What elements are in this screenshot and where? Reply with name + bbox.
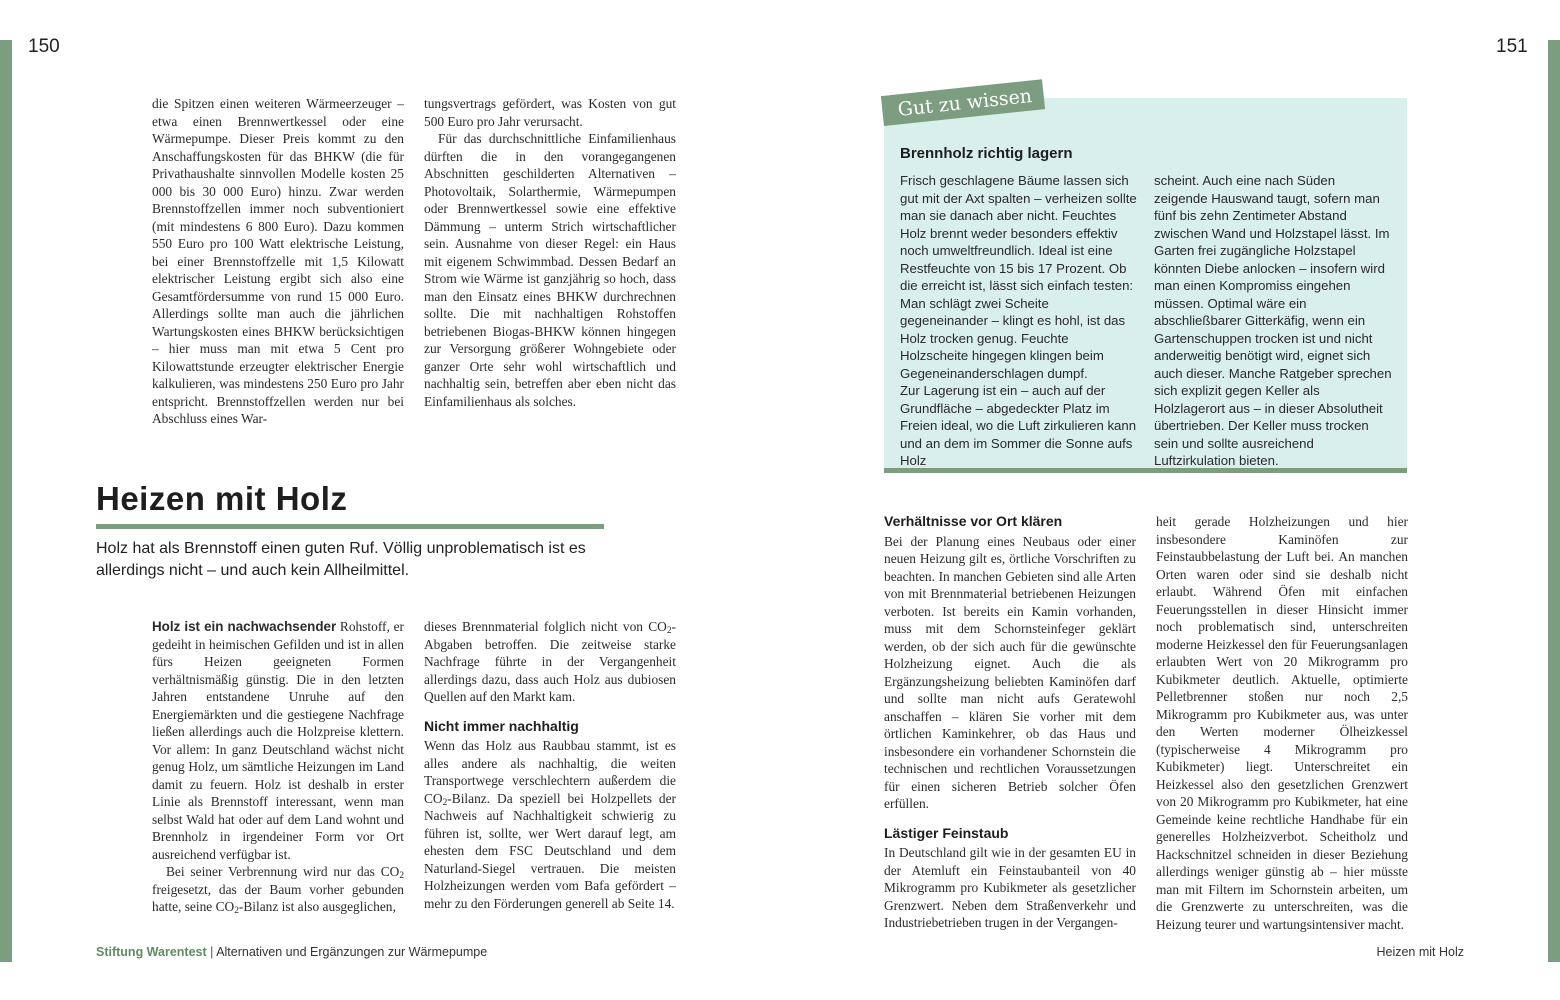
paragraph: Zur Lagerung ist ein – auch auf der Grundfläche – abgedeckter Platz im Freien ideal, wo die Luft zirkulieren kann und an dem im Sommer die Sonne aufs Holz xyxy=(900,383,1137,468)
left-top-column-2 xyxy=(424,95,676,410)
subheading: Verhältnisse vor Ort klären xyxy=(884,513,1063,529)
footer-right: Heizen mit Holz xyxy=(1376,945,1464,959)
paragraph: tungsvertrags gefördert, was Kosten von gut 500 Euro pro Jahr verursacht. xyxy=(424,96,676,129)
section-intro: Holz hat als Brennstoff einen guten Ruf. Völlig unproblematisch ist es allerdings nicht – und auch kein Allheilmittel. xyxy=(96,540,586,579)
footer-separator: | xyxy=(210,945,214,959)
paragraph xyxy=(152,863,404,916)
right-edge-bar xyxy=(1548,40,1560,962)
footer-chapter-title: Alternativen und Ergänzungen zur Wärmepumpe xyxy=(216,945,488,959)
text-run: -Bilanz. Da speziell bei Holzpellets der Nachweis auf Nachhaltigkeit schwierig zu führen ist, sollte, wer Wert darauf legt, am ehesten dem FSC Deutschland und dem Naturland-Siegel vertrauen. Die meisten Holzheizungen werden vom Bafa gefördert – mehr zu den Förderungen generell ab Seite 14. xyxy=(424,790,676,911)
paragraph: die Spitzen einen weiteren Wärmeerzeuger – etwa einen Brennwertkessel oder eine Wärmepumpe. Dieser Preis kommt zu den Anschaffungskosten für das BHKW (die für Privathaushalte sinnvollen Modelle kosten 25 000 bis 30 000 Euro) hinzu. Zwar werden Brennstoffzellen immer noch subventioniert (mit mindestens 6 800 Euro). Dazu kommen 550 Euro pro 100 Watt elektrische Leistung, bei einer Brennstoffzelle mit 1,5 Kilowatt elektrischer Leistung ergibt sich also eine Gesamtfördersumme von rund 15 000 Euro. Allerdings sollte man auch die jährlichen Wartungskosten eines BHKW berücksichtigen – hier muss man mit etwa 5 Cent pro Kilowattstunde erzeugter elektrischer Energie kalkulieren, was mindestens 250 Euro pro Jahr entspricht. Brennstoffzellen werden nur bei Abschluss eines War- xyxy=(152,96,404,426)
info-box-tag-label: Gut zu wissen xyxy=(896,85,1033,121)
left-body-column-1 xyxy=(152,618,404,916)
paragraph: scheint. Auch eine nach Süden zeigende Hauswand taugt, sofern man fünf bis zehn Zentimeter Abstand zwischen Wand und Holzstapel lässt. Im Garten frei zugängliche Holzstapel könnten Diebe anlocken – insofern wird man einen Kompromiss eingehen müssen. Optimal wäre ein abschließbarer Gitterkäfig, wenn ein Gartenschuppen trocken ist und nicht anderweitig benötigt wird, eignet sich auch dieser. Manche Ratgeber sprechen sich explizit gegen Keller als Holzlagerort aus – in dieser Absolutheit übertrieben. Der Keller muss trocken sein und sollte ausreichend Luftzirkulation bieten. xyxy=(1154,173,1392,468)
text-run: -Bilanz ist also ausgeglichen, xyxy=(238,899,396,914)
heading-underline xyxy=(96,524,604,529)
text-run: freigesetzt, das der Baum vorher gebunden hatte, seine CO xyxy=(152,881,404,914)
paragraph: In Deutschland gilt wie in der gesamten EU in der Atemluft ein Feinstaubanteil von 40 Mikrogramm pro Kubikmeter als gesetzlicher Grenzwert. Neben dem Straßenverkehr und Industriebetrieben trugen in der Vergangen- xyxy=(884,845,1136,930)
paragraph: Frisch geschlagene Bäume lassen sich gut mit der Axt spalten – verheizen sollte man sie danach aber nicht. Feuchtes Holz brennt weder besonders effektiv noch umweltfreundlich. Ideal ist eine Restfeuchte von 15 bis 17 Prozent. Ob die erreicht ist, lässt sich einfach testen: Man schlägt zwei Scheite gegeneinander – klingt es hohl, ist das Holz trocken genug. Feuchte Holzscheite hingegen klingen beim Gegeneinanderschlagen dumpf. xyxy=(900,173,1137,381)
text-run: Bei seiner Verbrennung wird nur das CO xyxy=(166,864,400,879)
text-run: dieses Brennmaterial folglich nicht von CO xyxy=(424,619,667,634)
page-number-right: 151 xyxy=(1496,36,1528,57)
paragraph: Bei der Planung eines Neubaus oder einer neuen Heizung gilt es, örtliche Vorschriften zu beachten. In manchen Gebieten sind alle Arten von mit Brennmaterial betriebenen Heizungen verboten. Ist bereits ein Kamin vorhanden, muss mit dem Schornsteinfeger geklärt werden, ob der sich auch für die gewünschte Holzheizung eignet. Auch die als Ergänzungsheizung beliebten Kaminöfen darf und sollte man nicht aufs Geratewohl anschaffen – klären Sie vorher mit dem örtlichen Kaminkehrer, ob das Haus und insbesondere ein vorhandener Schornstein die technischen und rechtlichen Voraussetzungen für einen sicheren Betrieb solcher Öfen erfüllen. xyxy=(884,533,1136,811)
subscript: 2 xyxy=(442,797,448,808)
left-edge-bar xyxy=(0,40,12,962)
info-box-column-1 xyxy=(900,172,1138,470)
paragraph xyxy=(424,737,676,912)
footer-brand: Stiftung Warentest xyxy=(96,945,207,959)
footer-left xyxy=(96,945,487,959)
right-body-column-2 xyxy=(1156,513,1408,933)
text-run: Wenn das Holz aus Raubbau stammt, ist es alles andere als nachhaltig, die weiten Transportwege verschlechtern außerdem die CO xyxy=(424,738,676,806)
subscript: 2 xyxy=(234,906,239,916)
lead-in-bold: Holz ist ein nachwachsender xyxy=(152,619,337,634)
page-number-left: 150 xyxy=(28,36,60,57)
subscript: 2 xyxy=(666,626,672,636)
paragraph-text: Rohstoff, er gedeiht in heimischen Gefilden und ist in allen fürs Heizen geeigneten Formen verhältnismäßig günstig. Die in den letzten Jahren entstandene Unruhe auf den Energiemärkten und die gestiegene Nachfrage ließen allerdings auch die Holzpreise klettern. Vor allem: In ganz Deutschland wächst nicht genug Holz, um sämtliche Heizungen im Land damit zu feuern. Holz ist deshalb in erster Linie als Brennstoff interessant, wenn man selbst Wald hat oder auf dem Land wohnt und Brennholz in irgendeiner Form vor Ort ausreichend verfügbar ist. xyxy=(152,619,404,862)
subheading: Nicht immer nachhaltig xyxy=(424,717,579,734)
subheading: Lästiger Feinstaub xyxy=(884,824,1009,841)
paragraph: Für das durchschnittliche Einfamilienhaus dürften die in den vorangegangenen Abschnitten geschilderten Alternativen – Photovoltaik, Solarthermie, Wärmepumpen oder Brennwertkessel sowie eine effektive Dämmung – unterm Strich wirtschaftlicher sein. Ausnahme von dieser Regel: ein Haus mit eigenem Schwimmbad. Dessen Bedarf an Strom wie Wärme ist ganzjährig so hoch, dass man den Einsatz eines BHKW durchrechnen sollte. Die mit nachhaltigen Rohstoffen betriebenen Biogas-BHKW können hingegen zur Versorgung größerer Wohngebiete oder ganzer Orte sehr wohl wirtschaftlich und nachhaltig sein, betreffen aber eben nicht das Einfamilienhaus als solches. xyxy=(424,131,676,409)
info-box-column-2 xyxy=(1154,172,1392,470)
section-heading: Heizen mit Holz xyxy=(96,480,348,517)
paragraph xyxy=(152,618,404,863)
paragraph xyxy=(424,618,676,706)
paragraph: heit gerade Holzheizungen und hier insbesondere Kaminöfen zur Feinstaubbelastung der Luft bei. An manchen Orten waren oder sind sie deshalb nicht erlaubt. Während Öfen mit einfachen Feuerungsstellen in dieser Hinsicht immer noch problematisch sind, unterschreiten moderne Heizkessel den für Feuerungsanlagen erlaubten Wert von 20 Mikrogramm pro Kubikmeter deutlich. Aktuelle, optimierte Pelletbrenner stoßen nur noch 2,5 Mikrogramm pro Kubikmeter aus, was unter den Werten moderner Ölheizkessel (typischerweise 4 Mikrogramm pro Kubikmeter) liegt. Unterschreitet ein Heizkessel also den gesetzlichen Grenzwert von 20 Mikrogramm pro Kubikmeter, hat eine Gemeinde keine rechtliche Handhabe für ein generelles Holzheizverbot. Scheitholz und Hackschnitzel schneiden in dieser Beziehung allerdings weniger günstig ab – hier müsste man mit Filtern im Schornstein arbeiten, um die Grenzwerte zu unterschreiten, was die Heizung teurer und wartungsintensiver macht. xyxy=(1156,514,1408,932)
left-body-column-2 xyxy=(424,618,676,912)
text-run: -Abgaben betroffen. Die zeitweise starke Nachfrage führte in der Vergangenheit allerdings dazu, dass auch Holz aus dubiosen Quellen auf den Markt kam. xyxy=(424,619,676,704)
left-top-column-1 xyxy=(152,95,404,428)
subscript: 2 xyxy=(399,871,404,881)
info-box-title: Brennholz richtig lagern xyxy=(900,145,1073,162)
right-body-column-1 xyxy=(884,513,1136,932)
